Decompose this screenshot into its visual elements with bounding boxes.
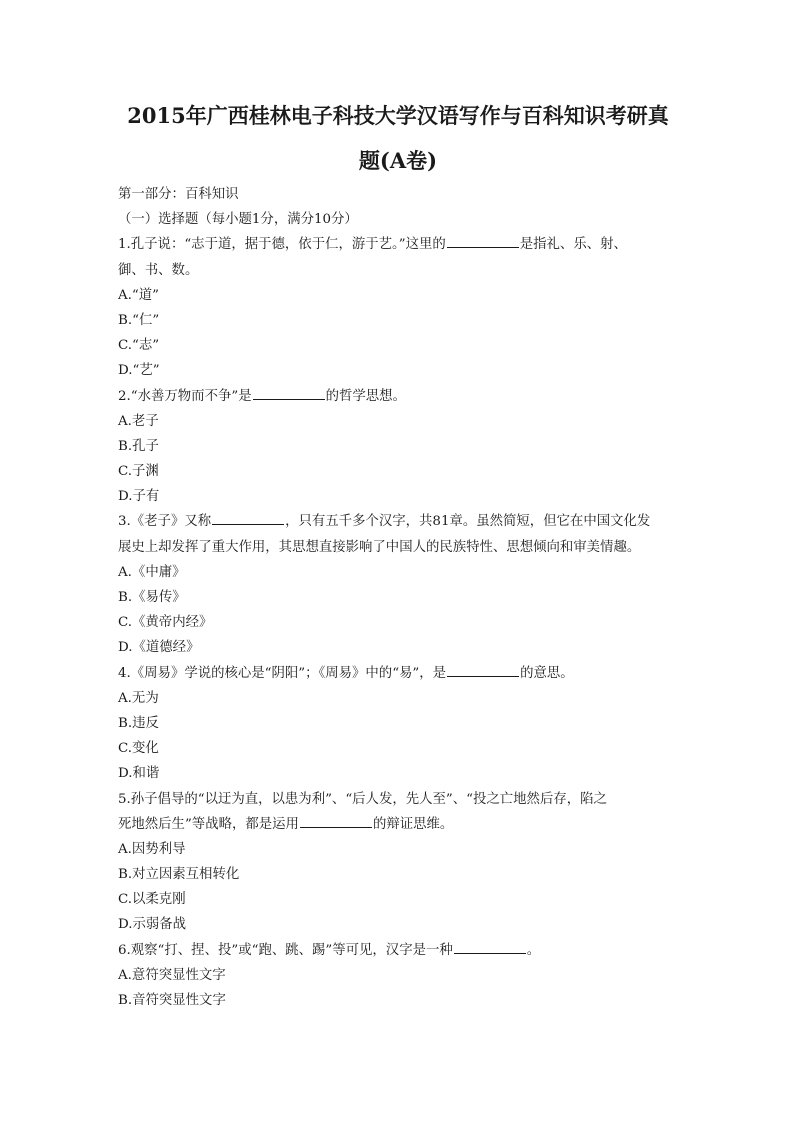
option: B.“仁” (118, 312, 160, 328)
section-heading: （一）选择题（每小题1分，满分10分） (118, 212, 358, 228)
question-1-stem-cont: 御、书、数。 (118, 262, 199, 278)
option: A.“道” (118, 287, 160, 303)
option: A.老子 (118, 413, 159, 429)
question-6-stem (118, 938, 678, 963)
option: D.示弱备战 (118, 917, 187, 933)
option: B.违反 (118, 715, 159, 731)
stem-text: 4.《周易》学说的核心是“阴阳”；《周易》中的“易”，是 (118, 665, 447, 681)
question-5-stem: 5.孙子倡导的“以迂为直，以患为利”、“后人发，先人至”、“投之亡地然后存，陷之 (118, 791, 607, 807)
question-3-stem (118, 509, 678, 534)
page-title-line2: 题(A卷) (358, 148, 438, 173)
option: B.对立因素互相转化 (118, 867, 240, 883)
option: A.《中庸》 (118, 564, 186, 580)
stem-text: ，只有五千多个汉字，共81章。虽然简短，但它在中国文化发 (285, 514, 651, 530)
answer-blank (212, 510, 284, 525)
question-1-stem (118, 232, 678, 257)
question-3-stem-cont: 展史上却发挥了重大作用，其思想直接影响了中国人的民族特性、思想倾向和审美情趣。 (118, 539, 641, 555)
question-2-stem (118, 384, 678, 409)
option: A.因势利导 (118, 841, 186, 857)
option: D.子有 (118, 489, 160, 505)
stem-text: 的意思。 (520, 665, 574, 681)
page-title-line1: 2015年广西桂林电子科技大学汉语写作与百科知识考研真 (127, 103, 669, 128)
part-heading: 第一部分：百科知识 (118, 187, 239, 202)
answer-blank (447, 233, 519, 248)
stem-text: 6.观察“打、捏、投”或“跑、跳、踢”等可见，汉字是一种 (118, 942, 453, 958)
stem-text: 1.孔子说：“志于道，据于德，依于仁，游于艺。”这里的 (118, 237, 446, 253)
option: C.子渊 (118, 464, 159, 480)
stem-text: 2.“水善万物而不争”是 (118, 388, 252, 404)
option: C.“志” (118, 338, 160, 354)
answer-blank (300, 813, 372, 828)
answer-blank (454, 939, 526, 954)
option: B.音符突显性文字 (118, 993, 226, 1008)
option: A.无为 (118, 690, 159, 706)
question-5-stem-cont (118, 812, 678, 837)
stem-text: 的辩证思维。 (372, 816, 454, 832)
stem-text: 。 (526, 942, 541, 958)
stem-text: 死地然后生”等战略，都是运用 (118, 816, 299, 832)
document-body (118, 182, 678, 1013)
option: D.“艺” (118, 363, 160, 379)
option: A.意符突显性文字 (118, 967, 226, 983)
option: D.《道德经》 (118, 640, 200, 656)
option: C.以柔克刚 (118, 892, 186, 908)
option: C.变化 (118, 741, 159, 757)
answer-blank (253, 385, 325, 400)
stem-text: 3.《老子》又称 (118, 514, 212, 530)
option: B.《易传》 (118, 590, 186, 605)
option: C.《黄帝内经》 (118, 615, 213, 631)
stem-text: 的哲学思想。 (325, 388, 406, 404)
question-4-stem (118, 661, 678, 686)
option: D.和谐 (118, 766, 160, 782)
option: B.孔子 (118, 438, 159, 454)
stem-text: 是指礼、乐、射、 (519, 237, 627, 253)
answer-blank (447, 662, 519, 677)
